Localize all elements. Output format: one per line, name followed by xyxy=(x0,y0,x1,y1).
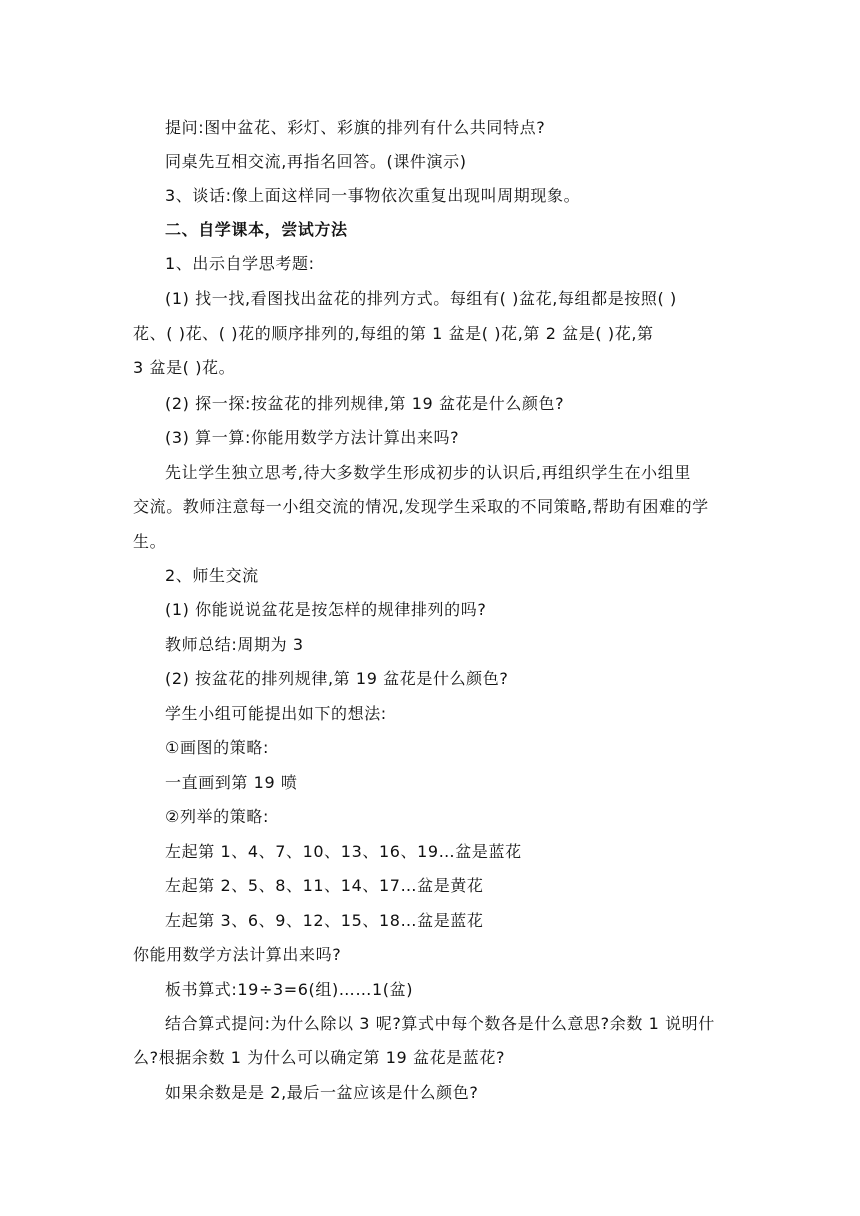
text-line: 1、出示自学思考题: xyxy=(165,254,315,273)
text-line: 教师总结:周期为 3 xyxy=(165,635,304,654)
text-line: 左起第 3、6、9、12、15、18…盆是蓝花 xyxy=(165,911,484,930)
text-line: (2) 按盆花的排列规律,第 19 盆花是什么颜色? xyxy=(165,669,509,688)
text-line: 生。 xyxy=(133,532,167,551)
text-line: 提问:图中盆花、彩灯、彩旗的排列有什么共同特点? xyxy=(165,118,546,137)
text-line: 一直画到第 19 喷 xyxy=(165,773,298,792)
text-line: ①画图的策略: xyxy=(165,738,269,757)
text-line: 3 盆是( )花。 xyxy=(133,358,236,377)
text-line: 你能用数学方法计算出来吗? xyxy=(133,945,342,964)
text-line: ②列举的策略: xyxy=(165,807,269,826)
text-line: 如果余数是是 2,最后一盆应该是什么颜色? xyxy=(165,1083,479,1102)
text-line: 3、谈话:像上面这样同一事物依次重复出现叫周期现象。 xyxy=(165,186,581,205)
text-line: 学生小组可能提出如下的想法: xyxy=(165,704,387,723)
section-heading: 二、自学课本，尝试方法 xyxy=(165,220,348,239)
text-line: (1) 找一找,看图找出盆花的排列方式。每组有( )盆花,每组都是按照( ) xyxy=(165,289,677,308)
text-line: 先让学生独立思考,待大多数学生形成初步的认识后,再组织学生在小组里 xyxy=(165,463,691,482)
text-line: 花、( )花、( )花的顺序排列的,每组的第 1 盆是( )花,第 2 盆是( )花,第 xyxy=(133,324,654,343)
text-line: 板书算式:19÷3=6(组)……1(盆) xyxy=(165,980,414,999)
text-line: 交流。教师注意每一小组交流的情况,发现学生采取的不同策略,帮助有困难的学 xyxy=(133,497,709,516)
text-line: 左起第 2、5、8、11、14、17…盆是黄花 xyxy=(165,876,484,895)
text-line: 么?根据余数 1 为什么可以确定第 19 盆花是蓝花? xyxy=(133,1048,506,1067)
text-line: (1) 你能说说盆花是按怎样的规律排列的吗? xyxy=(165,600,487,619)
text-line: 左起第 1、4、7、10、13、16、19…盆是蓝花 xyxy=(165,842,522,861)
text-line: (2) 探一探:按盆花的排列规律,第 19 盆花是什么颜色? xyxy=(165,394,565,413)
text-line: 同桌先互相交流,再指名回答。(课件演示) xyxy=(165,152,467,171)
text-line: 结合算式提问:为什么除以 3 呢?算式中每个数各是什么意思?余数 1 说明什 xyxy=(165,1014,715,1033)
text-line: 2、师生交流 xyxy=(165,566,259,585)
text-line: (3) 算一算:你能用数学方法计算出来吗? xyxy=(165,428,460,447)
